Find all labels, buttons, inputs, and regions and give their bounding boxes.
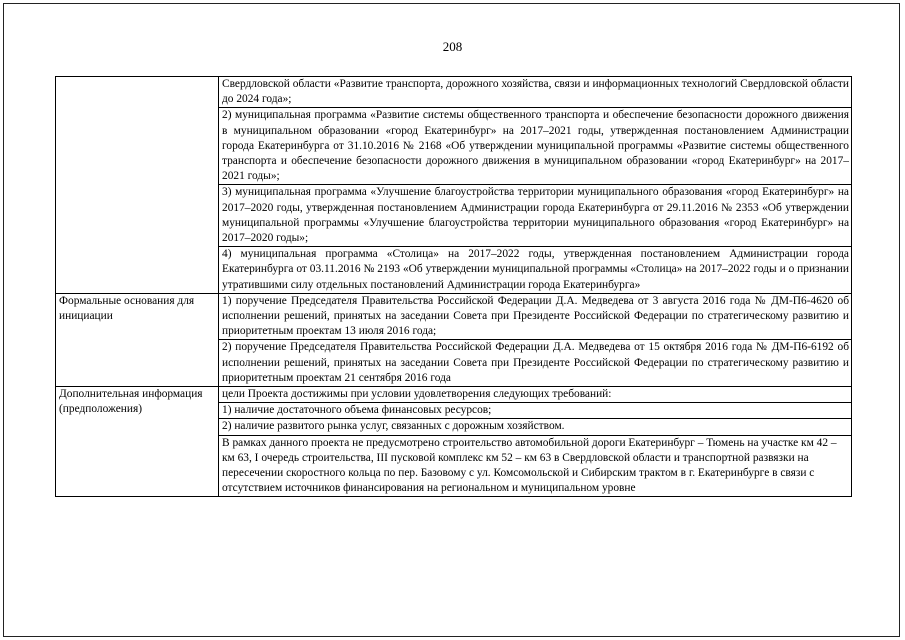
paragraph: 4) муниципальная программа «Столица» на 2017–2022 годы, утвержденная постановлением Администрации города Екатеринбурга от 03.11.2016 № 2193 «Об утверждении муниципальной программы «Столица» на 2017–2022 годы и о признании утратившими силу отдельных постановлений Администрации города Екатеринбурга» [222, 248, 849, 291]
paragraph: цели Проекта достижимы при условии удовлетворения следующих требований: [222, 388, 612, 401]
table-row [56, 293, 852, 386]
row-content [219, 77, 852, 294]
table-row [56, 387, 852, 497]
row-content [219, 387, 852, 497]
paragraph: 2) наличие развитого рынка услуг, связанных с дорожным хозяйством. [222, 420, 565, 433]
row-label: Дополнительная информация (предположения) [56, 387, 219, 497]
paragraph: 1) поручение Председателя Правительства Российской Федерации Д.А. Медведева от 3 августа 2016 года № ДМ-П6-4620 об исполнении решений, принятых на заседании Совета при Президенте Российской Федерации по стратегическому развитию и приоритетным проектам 13 июля 2016 года; [222, 294, 849, 338]
row-label [56, 77, 219, 294]
table-row [56, 77, 852, 294]
paragraph: 1) наличие достаточного объема финансовых ресурсов; [222, 404, 492, 417]
paragraph: 2) муниципальная программа «Развитие системы общественного транспорта и обеспечение безопасности дорожного движения в муниципальном образовании «город Екатеринбург» на 2017–2021 годы, утвержденная постановлением Администрации города Екатеринбурга от 31.10.2016 № 2168 «Об утверждении муниципальной программы «Развитие системы общественного транспорта и обеспечение безопасности дорожного движения в муниципальном образовании «город Екатеринбург» на 2017–2021 годы»; [222, 109, 849, 183]
row-label: Формальные основания для инициации [56, 293, 219, 386]
paragraph: Свердловской области «Развитие транспорта, дорожного хозяйства, связи и информационных технологий Свердловской области до 2024 года»; [222, 78, 849, 106]
project-passport-table [55, 76, 852, 497]
page-number: 208 [442, 39, 463, 54]
row-content [219, 293, 852, 386]
paragraph: 2) поручение Председателя Правительства Российской Федерации Д.А. Медведева от 15 октября 2016 года № ДМ-П6-6192 об исполнении решений, принятых на заседании Совета при Президенте Российской Федерации по стратегическому развитию и приоритетным проектам 21 сентября 2016 года [222, 341, 849, 384]
paragraph: В рамках данного проекта не предусмотрено строительство автомобильной дороги Екатеринбург – Тюмень на участке км 42 – км 63, I очередь строительства, III пусковой комплекс км 52 – км 63 в Свердловской области и транспортной развязки на пересечении скоростного кольца по пер. Базовому с ул. Комсомольской и Сибирским трактом в г. Екатеринбурге в связи с отсутствием источников финансирования на региональном и муниципальном уровне [222, 436, 837, 495]
paragraph: 3) муниципальная программа «Улучшение благоустройства территории муниципального образования «город Екатеринбург» на 2017–2020 годы, утвержденная постановлением Администрации города Екатеринбурга от 29.11.2016 № 2353 «Об утверждении муниципальной программы «Улучшение благоустройства территории муниципального образования «город Екатеринбург» на 2017–2020 годы»; [222, 186, 849, 245]
